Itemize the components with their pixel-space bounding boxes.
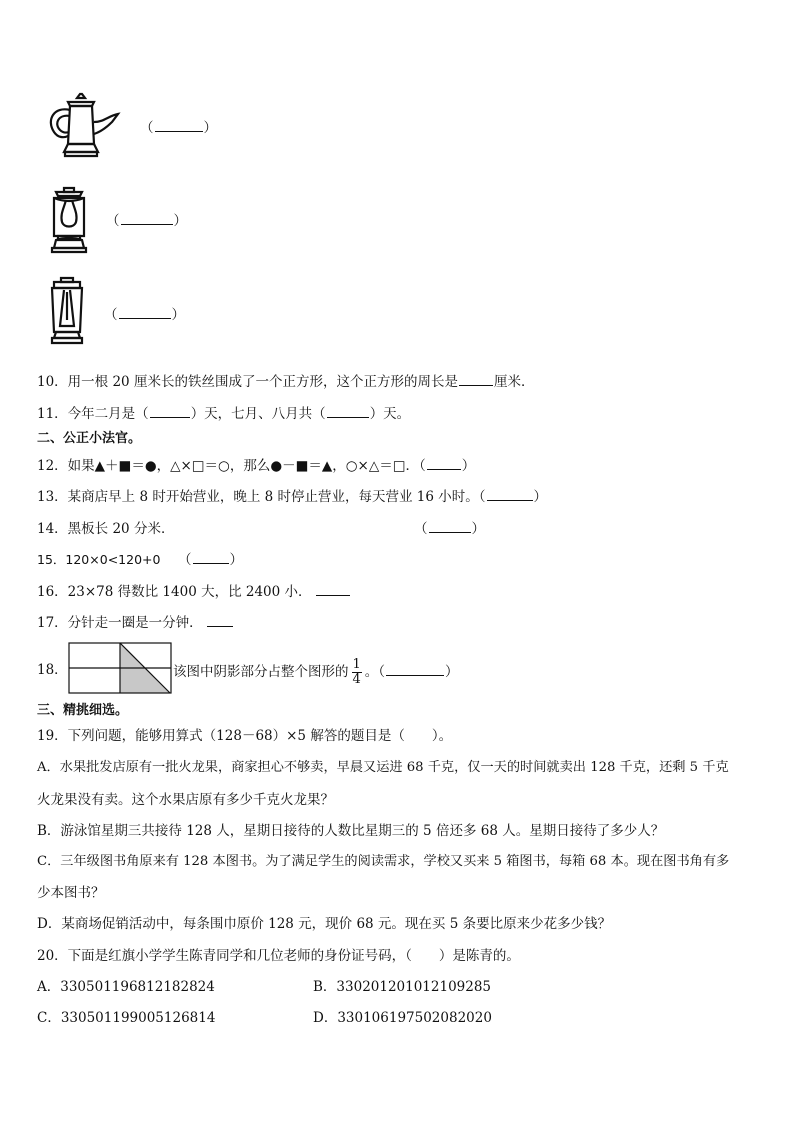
question-20-option-b[interactable]: B．330201201012109285 — [313, 979, 492, 995]
q14-text: 14．黑板长 20 分米． — [37, 521, 175, 537]
question-19-option-c-line1[interactable]: C．三年级图书角原来有 128 本图书。为了满足学生的阅读需求，学校又买来 5 箱图书，每箱 68 本。现在图书角有多 — [37, 854, 730, 869]
question-11 — [37, 404, 410, 424]
q11-text-c: ）天。 — [369, 406, 411, 422]
teapot-icon — [42, 92, 124, 160]
q11-text-a: 11．今年二月是（ — [37, 406, 149, 422]
answer-blank-3[interactable] — [119, 306, 171, 319]
fraction-numerator: 1 — [352, 657, 361, 672]
answer-paren-close-3: ） — [171, 307, 185, 323]
question-14 — [37, 519, 174, 539]
q11-text-b: ）天，七月、八月共（ — [190, 406, 326, 422]
question-19-option-a-line1[interactable]: A．水果批发店原有一批火龙果，商家担心不够卖，早晨又运进 68 千克，仅一天的时间就卖出 128 千克，还剩 5 千克 — [37, 760, 729, 775]
question-19-stem: 19．下列问题，能够用算式（128－68）×5 解答的题目是（ ）。 — [37, 728, 453, 744]
question-19-option-d[interactable]: D．某商场促销活动中，每条围巾原价 128 元，现价 68 元。现在买 5 条要比原来少花多少钱？ — [37, 916, 612, 932]
q16-text: 16．23×78 得数比 1400 大，比 2400 小． — [37, 584, 312, 600]
question-10 — [37, 372, 534, 392]
answer-paren-open-3: （ — [104, 307, 118, 323]
q12-close: ） — [461, 458, 476, 474]
q14-close: ） — [471, 521, 485, 537]
question-12 — [37, 456, 475, 476]
q18-after: 。（ — [364, 664, 386, 680]
vase-icon — [46, 186, 92, 254]
answer-paren-close-2: ） — [173, 213, 187, 229]
question-18 — [37, 660, 68, 680]
q13-blank[interactable] — [487, 488, 533, 501]
q11-blank-1[interactable] — [150, 405, 190, 418]
q13-close: ） — [533, 489, 548, 505]
q16-blank[interactable] — [316, 583, 350, 596]
q10-blank[interactable] — [459, 373, 493, 386]
question-16 — [37, 582, 351, 602]
answer-paren-close-1: ） — [203, 120, 217, 136]
q18-text: 该图中阴影部分占整个图形的 — [173, 664, 349, 680]
q14-blank[interactable] — [429, 520, 471, 533]
q11-blank-2[interactable] — [327, 405, 369, 418]
answer-paren-open-2: （ — [106, 213, 120, 229]
answer-blank-1[interactable] — [155, 119, 203, 132]
q10-unit: 厘米． — [493, 374, 535, 390]
question-20-option-d[interactable]: D．330106197502082020 — [313, 1010, 492, 1026]
q18-close: ） — [445, 664, 459, 680]
question-20-option-a[interactable]: A．330501196812182824 — [37, 979, 215, 995]
q18-number: 18． — [37, 662, 68, 678]
answer-paren-open-1: （ — [140, 120, 154, 136]
fraction-denominator: 4 — [352, 672, 361, 687]
answer-blank-2[interactable] — [121, 212, 173, 225]
q17-blank[interactable] — [207, 614, 233, 627]
question-17 — [37, 613, 234, 633]
q12-text: 12．如果▲＋■＝●，△×□＝○，那么●－■＝▲，○×△＝□．（ — [37, 458, 426, 474]
q12-blank[interactable] — [427, 457, 461, 470]
question-19-option-b[interactable]: B．游泳馆星期三共接待 128 人，星期日接待的人数比星期三的 5 倍还多 68 人。星期日接待了多少人？ — [37, 823, 665, 839]
question-19-option-a-line2[interactable]: 火龙果没有卖。这个水果店原有多少千克火龙果？ — [37, 792, 334, 808]
q17-text: 17．分针走一圈是一分钟． — [37, 615, 203, 631]
question-20-option-c[interactable]: C．330501199005126814 — [37, 1010, 216, 1026]
fraction-one-quarter — [352, 658, 362, 687]
q18-blank[interactable] — [386, 663, 444, 676]
section-2-heading: 二、公正小法官。 — [37, 431, 142, 446]
shaded-rectangle-figure — [68, 642, 172, 694]
q15-blank[interactable] — [193, 551, 229, 564]
q10-text: 10．用一根 20 厘米长的铁丝围成了一个正方形，这个正方形的周长是 — [37, 374, 458, 390]
q15-text: 15．120×0<120+0 — [37, 552, 161, 567]
q13-text: 13．某商店早上 8 时开始营业，晚上 8 时停止营业，每天营业 16 小时。（ — [37, 489, 486, 505]
q15-close: ） — [229, 552, 243, 568]
q15-open: （ — [178, 552, 192, 568]
q14-open: （ — [414, 521, 428, 537]
question-19-option-c-line2[interactable]: 少本图书？ — [37, 885, 105, 901]
jar-icon — [44, 276, 90, 346]
question-15 — [37, 550, 160, 570]
section-3-heading: 三、精挑细选。 — [37, 703, 129, 718]
question-13 — [37, 487, 547, 507]
question-20-stem: 20．下面是红旗小学学生陈青同学和几位老师的身份证号码，（ ）是陈青的。 — [37, 948, 520, 964]
